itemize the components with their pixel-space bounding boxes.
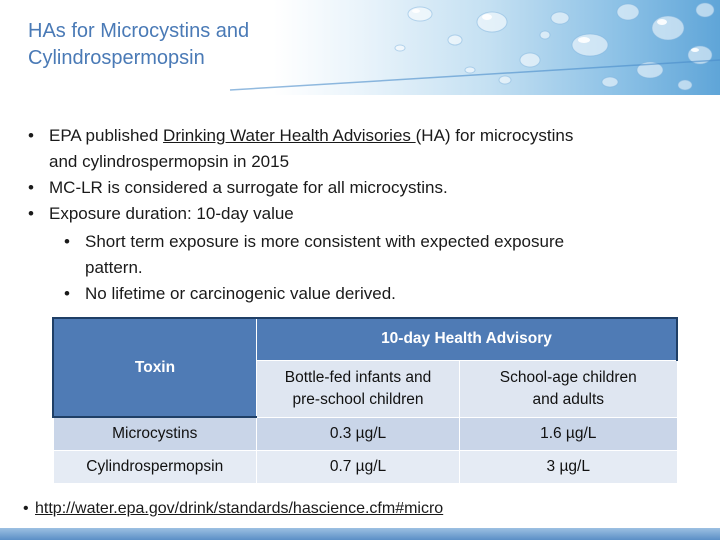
health-advisories-link[interactable]: Drinking Water Health Advisories bbox=[163, 126, 416, 145]
health-advisory-table bbox=[52, 317, 678, 484]
bullet-1-text-end: (HA) for microcystins bbox=[415, 126, 574, 145]
ten-day-ha-header: 10-day Health Advisory bbox=[257, 318, 678, 360]
footer-link-line bbox=[23, 496, 444, 522]
bullet-1-line-2: and cylindrospermopsin in 2015 bbox=[49, 152, 290, 171]
bottom-accent-bar bbox=[0, 528, 720, 540]
bullet-marker: • bbox=[64, 232, 70, 251]
infants-header-line-2: pre-school children bbox=[292, 390, 424, 408]
infants-value-cell: 0.3 µg/L bbox=[257, 417, 460, 450]
hascience-url-link[interactable]: http://water.epa.gov/drink/standards/hascience.cfm#micro bbox=[35, 500, 444, 517]
subbullet-2-text: No lifetime or carcinogenic value derived. bbox=[85, 284, 396, 303]
infants-header-line-1: Bottle-fed infants and bbox=[284, 368, 432, 386]
bullet-3-text: Exposure duration: 10-day value bbox=[49, 204, 294, 223]
subbullet-1-text: Short term exposure is more consistent with expected exposure bbox=[85, 232, 565, 251]
adults-value-cell: 3 µg/L bbox=[460, 450, 678, 483]
bullet-marker: • bbox=[28, 178, 34, 197]
adults-header-line-1: School-age children bbox=[499, 368, 637, 386]
bullet-marker: • bbox=[23, 500, 29, 517]
subbullet-no-lifetime bbox=[64, 281, 396, 307]
toxin-header: Toxin bbox=[53, 318, 257, 417]
toxin-cell: Microcystins bbox=[53, 417, 257, 450]
table-row bbox=[53, 417, 677, 450]
toxin-cell: Cylindrospermopsin bbox=[53, 450, 257, 483]
bullet-2-text: MC-LR is considered a surrogate for all microcystins. bbox=[49, 178, 448, 197]
adults-value-cell: 1.6 µg/L bbox=[460, 417, 678, 450]
bullet-1-text-start: EPA published bbox=[49, 126, 164, 145]
bullet-marker: • bbox=[28, 204, 34, 223]
bullet-epa-published bbox=[28, 123, 574, 149]
bullet-marker: • bbox=[28, 126, 34, 145]
bullet-exposure-duration bbox=[28, 201, 294, 227]
slide-title-line-1: HAs for Microcystins and bbox=[28, 20, 250, 42]
slide-title-line-2: Cylindrospermopsin bbox=[28, 47, 205, 69]
bullet-mc-lr bbox=[28, 175, 448, 201]
adults-column-header bbox=[460, 360, 678, 417]
infants-column-header bbox=[257, 360, 460, 417]
adults-header-line-2: and adults bbox=[532, 390, 605, 408]
table-row bbox=[53, 450, 677, 483]
subbullet-short-term bbox=[64, 229, 565, 255]
bullet-marker: • bbox=[64, 284, 70, 303]
infants-value-cell: 0.7 µg/L bbox=[257, 450, 460, 483]
subbullet-1-line-2: pattern. bbox=[85, 258, 143, 277]
